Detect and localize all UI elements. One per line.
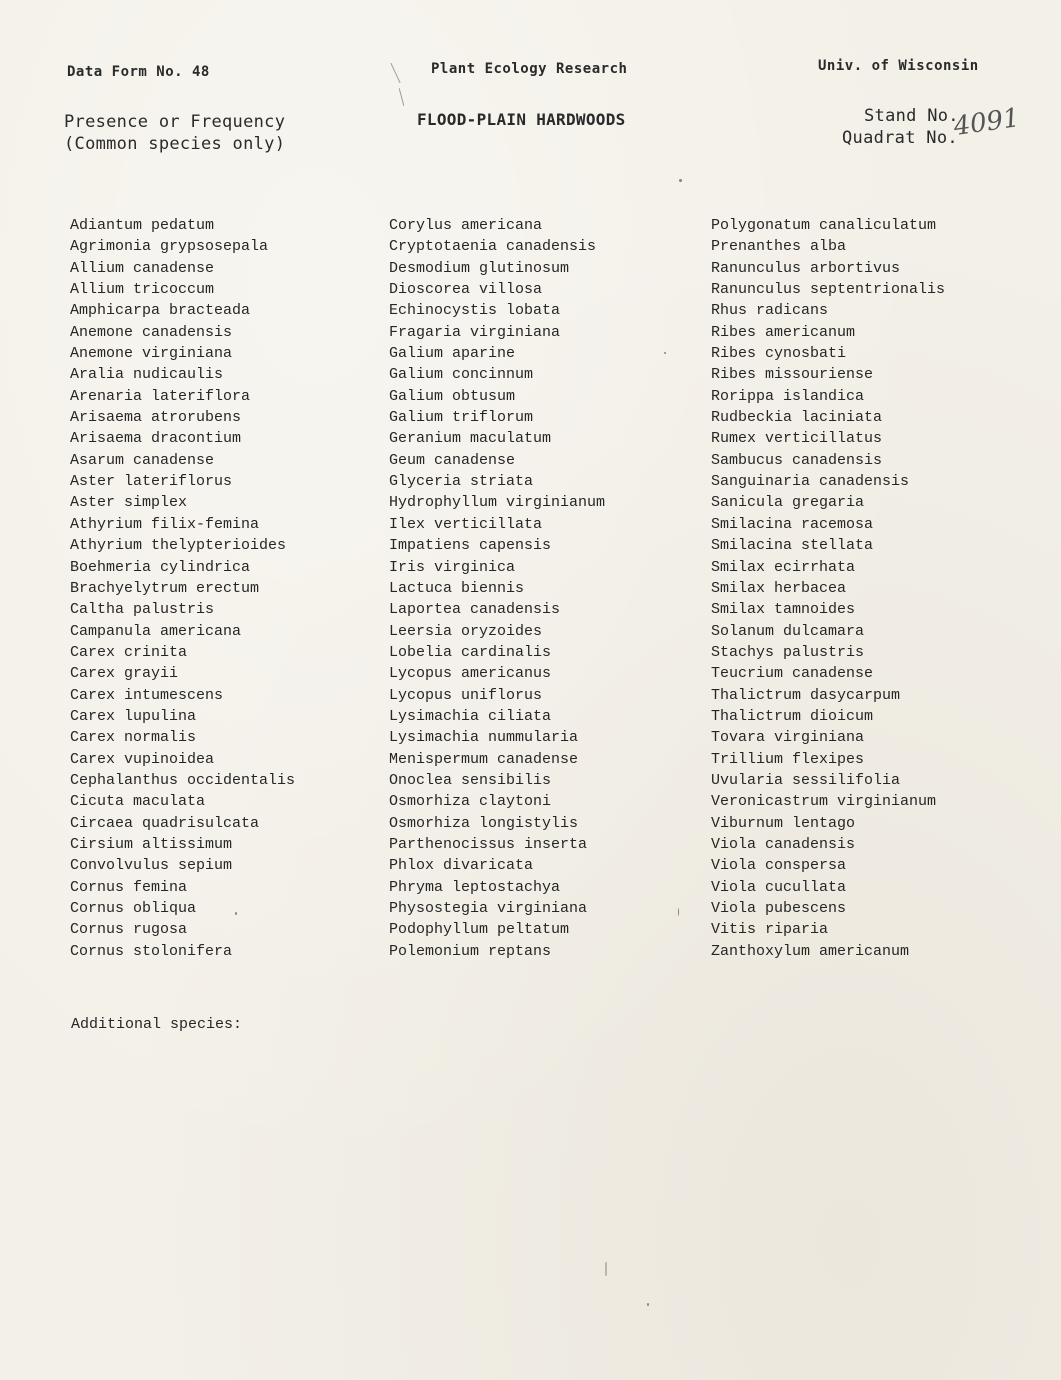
species-item: Galium concinnum: [389, 366, 534, 384]
institution-label: Plant Ecology Research: [431, 61, 628, 77]
species-item: Viola canadensis: [711, 835, 856, 853]
species-item: Viola pubescens: [711, 900, 847, 917]
species-item: Impatiens capensis: [389, 537, 552, 555]
species-item: Sambucus canadensis: [711, 451, 883, 469]
species-item: Teucrium canadense: [711, 665, 874, 683]
species-item: Lactuca biennis: [389, 579, 525, 597]
species-item: Sanicula gregaria: [711, 494, 865, 512]
species-item: Geranium maculatum: [389, 430, 552, 448]
species-item: Galium obtusum: [389, 387, 516, 405]
species-item: Rorippa islandica: [711, 387, 865, 405]
species-item: Smilax ecirrhata: [711, 558, 856, 576]
species-item: Athyrium filix-femina: [70, 515, 260, 533]
species-item: Dioscorea villosa: [389, 281, 543, 299]
species-item: Uvularia sessilifolia: [711, 771, 901, 789]
species-column-1: [70, 215, 295, 962]
species-item: Smilax tamnoides: [711, 601, 856, 619]
species-item: Carex lupulina: [70, 707, 197, 725]
species-item: Prenanthes alba: [711, 238, 847, 256]
species-item: Carex normalis: [70, 729, 197, 747]
species-item: Ranunculus septentrionalis: [711, 281, 946, 299]
community-title: FLOOD-PLAIN HARDWOODS: [417, 110, 626, 129]
species-item: Onoclea sensibilis: [389, 771, 552, 789]
species-item: Osmorhiza longistylis: [389, 814, 579, 832]
paper-mark: [390, 63, 400, 83]
species-item: Trillium flexipes: [711, 750, 865, 768]
species-item: Carex vupinoidea: [70, 750, 215, 768]
species-column-3: [711, 215, 945, 962]
species-item: Amphicarpa bracteada: [70, 302, 251, 320]
species-item: Cornus stolonifera: [70, 942, 233, 960]
species-item: Physostegia virginiana: [389, 900, 588, 917]
species-item: Tovara virginiana: [711, 729, 865, 747]
species-item: Cryptotaenia canadensis: [389, 238, 597, 256]
paper-mark: [399, 88, 405, 106]
species-item: Phryma leptostachya: [389, 878, 561, 896]
paper-speck: [678, 908, 679, 916]
species-item: Galium aparine: [389, 345, 516, 363]
species-item: Polemonium reptans: [389, 942, 552, 960]
species-item: Leersia oryzoides: [389, 622, 543, 640]
university-label: Univ. of Wisconsin: [818, 58, 979, 74]
species-item: Carex intumescens: [70, 686, 224, 704]
species-item: Thalictrum dioicum: [711, 707, 874, 725]
additional-species-label: Additional species:: [71, 1016, 243, 1033]
species-item: Podophyllum peltatum: [389, 921, 570, 939]
species-item: Corylus americana: [389, 217, 543, 234]
species-item: Brachyelytrum erectum: [70, 579, 260, 597]
species-item: Lobelia cardinalis: [389, 643, 552, 661]
species-item: Carex grayii: [70, 665, 179, 683]
species-item: Galium triflorum: [389, 409, 534, 427]
species-item: Aster simplex: [70, 494, 188, 512]
species-item: Aralia nudicaulis: [70, 366, 224, 384]
species-item: Osmorhiza claytoni: [389, 793, 552, 811]
form-number: Data Form No. 48: [67, 64, 210, 80]
species-item: Circaea quadrisulcata: [70, 814, 260, 832]
presence-frequency-label: Presence or Frequency: [64, 112, 286, 132]
species-item: Cornus rugosa: [70, 921, 188, 939]
species-item: Echinocystis lobata: [389, 302, 561, 320]
species-item: Zanthoxylum americanum: [711, 942, 910, 960]
species-item: Arisaema atrorubens: [70, 409, 242, 427]
species-item: Smilax herbacea: [711, 579, 847, 597]
species-item: Viburnum lentago: [711, 814, 856, 832]
species-item: Glyceria striata: [389, 473, 534, 491]
species-item: Vitis riparia: [711, 921, 829, 939]
species-item: Cirsium altissimum: [70, 835, 233, 853]
species-item: Lycopus uniflorus: [389, 686, 543, 704]
species-item: Carex crinita: [70, 643, 188, 661]
species-item: Lycopus americanus: [389, 665, 552, 683]
species-item: Geum canadense: [389, 451, 516, 469]
species-item: Lysimachia ciliata: [389, 707, 552, 725]
paper-speck: [235, 912, 237, 915]
species-item: Campanula americana: [70, 622, 242, 640]
species-item: Athyrium thelypterioides: [70, 537, 287, 555]
species-item: Laportea canadensis: [389, 601, 561, 619]
species-item: Hydrophyllum virginianum: [389, 494, 606, 512]
species-item: Viola cucullata: [711, 878, 847, 896]
species-item: Cornus obliqua: [70, 900, 197, 917]
species-item: Rudbeckia laciniata: [711, 409, 883, 427]
species-item: Polygonatum canaliculatum: [711, 217, 937, 234]
species-item: Menispermum canadense: [389, 750, 579, 768]
species-item: Allium canadense: [70, 259, 215, 277]
species-item: Ribes americanum: [711, 323, 856, 341]
species-item: Adiantum pedatum: [70, 217, 215, 234]
common-species-note: (Common species only): [64, 134, 286, 154]
species-item: Cornus femina: [70, 878, 188, 896]
species-item: Solanum dulcamara: [711, 622, 865, 640]
species-item: Ribes missouriense: [711, 366, 874, 384]
species-item: Veronicastrum virginianum: [711, 793, 937, 811]
species-item: Anemone virginiana: [70, 345, 233, 363]
species-item: Viola conspersa: [711, 857, 847, 875]
handwritten-stand-number: 4091: [951, 103, 1022, 142]
paper-speck: [647, 1303, 649, 1306]
paper-speck: [664, 352, 666, 354]
species-item: Cicuta maculata: [70, 793, 206, 811]
species-item: Arenaria lateriflora: [70, 387, 251, 405]
species-item: Desmodium glutinosum: [389, 259, 570, 277]
species-item: Stachys palustris: [711, 643, 865, 661]
species-item: Asarum canadense: [70, 451, 215, 469]
species-item: Fragaria virginiana: [389, 323, 561, 341]
species-item: Ilex verticillata: [389, 515, 543, 533]
species-item: Aster lateriflorus: [70, 473, 233, 491]
species-item: Boehmeria cylindrica: [70, 558, 251, 576]
species-item: Ribes cynosbati: [711, 345, 847, 363]
species-item: Anemone canadensis: [70, 323, 233, 341]
species-item: Rhus radicans: [711, 302, 829, 320]
species-item: Smilacina racemosa: [711, 515, 874, 533]
species-item: Iris virginica: [389, 558, 516, 576]
species-item: Smilacina stellata: [711, 537, 874, 555]
species-column-2: [389, 215, 605, 962]
species-item: Cephalanthus occidentalis: [70, 771, 296, 789]
species-item: Parthenocissus inserta: [389, 835, 588, 853]
species-item: Rumex verticillatus: [711, 430, 883, 448]
species-item: Allium tricoccum: [70, 281, 215, 299]
species-item: Ranunculus arbortivus: [711, 259, 901, 277]
species-item: Thalictrum dasycarpum: [711, 686, 901, 704]
paper-speck: [679, 179, 682, 182]
quadrat-number-label: Quadrat No.: [842, 128, 958, 148]
species-item: Caltha palustris: [70, 601, 215, 619]
species-item: Lysimachia nummularia: [389, 729, 579, 747]
species-item: Arisaema dracontium: [70, 430, 242, 448]
species-item: Agrimonia grypsosepala: [70, 238, 269, 256]
stand-number-label: Stand No.: [864, 106, 959, 126]
species-item: Convolvulus sepium: [70, 857, 233, 875]
species-item: Phlox divaricata: [389, 857, 534, 875]
species-item: Sanguinaria canadensis: [711, 473, 910, 491]
paper-speck: [605, 1262, 607, 1276]
